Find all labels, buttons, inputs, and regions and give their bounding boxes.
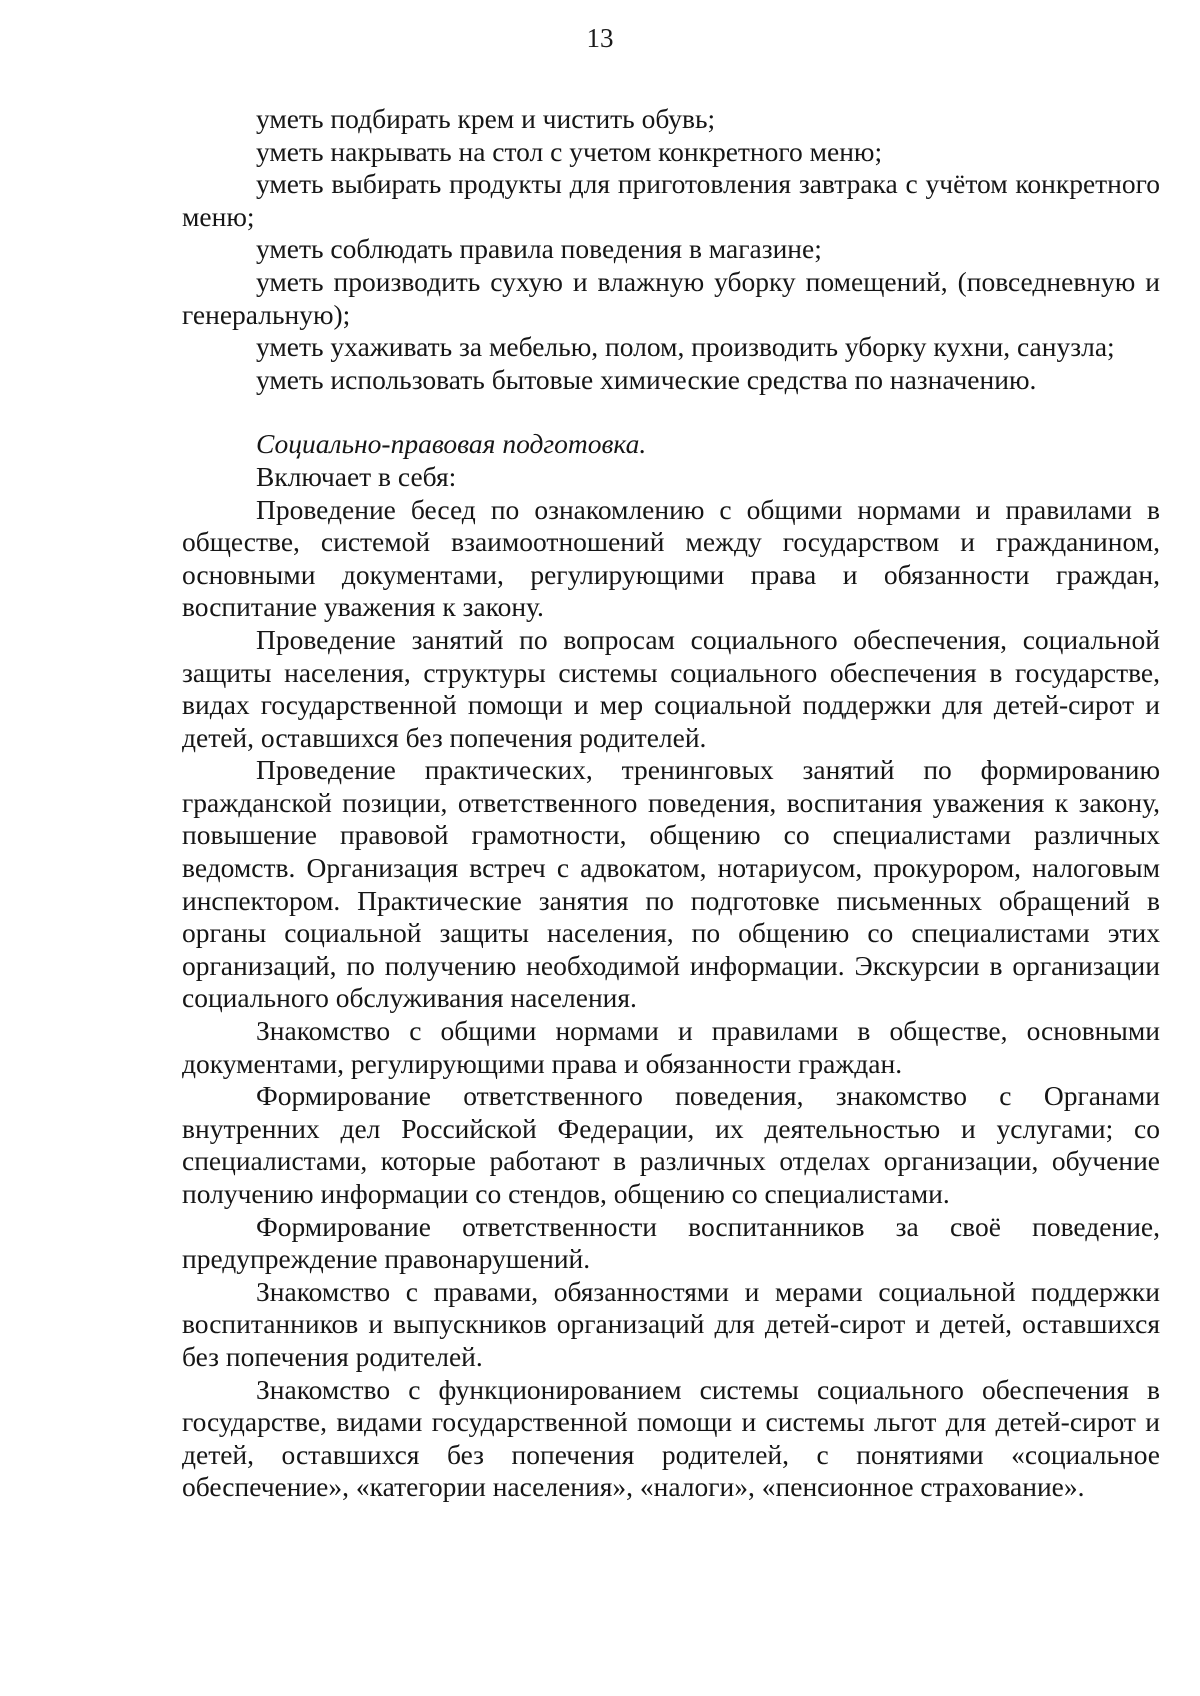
skill-item-4: уметь соблюдать правила поведения в магазине; [256, 233, 822, 265]
page-content [182, 103, 1160, 1504]
skill-item-6: уметь ухаживать за мебелью, полом, производить уборку кухни, санузла; [256, 331, 1115, 363]
section-paragraph-7: Знакомство с правами, обязанностями и мерами социальной поддержки воспитанников и выпускников организаций для детей-сирот и детей, оставшихся без попечения родителей. [182, 1275, 1160, 1372]
section-intro: Включает в себя: [256, 460, 457, 492]
section-paragraph-4: Знакомство с общими нормами и правилами в обществе, основными документами, регулирующими права и обязанности граждан. [182, 1015, 1160, 1079]
skill-item-1: уметь подбирать крем и чистить обувь; [256, 103, 716, 134]
section-paragraph-2: Проведение занятий по вопросам социального обеспечения, социальной защиты населения, структуры системы социального обеспечения в государстве, видах государственной помощи и мер социальной поддержки для детей-сирот и детей, оставшихся без попечения родителей. [182, 623, 1160, 753]
skill-item-7: уметь использовать бытовые химические средства по назначению. [256, 363, 1037, 395]
section-paragraph-3: Проведение практических, тренинговых занятий по формированию гражданской позиции, ответственного поведения, воспитания уважения к закону, повышение правовой грамотности, общению со специалистами различных ведомств. Организация встреч с адвокатом, нотариусом, прокурором, налоговым инспектором. Практические занятия по подготовке письменных обращений в органы социальной защиты населения, по общению со специалистами этих организаций, по получению необходимой информации. Экскурсии в организации социального обслуживания населения. [182, 754, 1160, 1014]
skill-item-3: уметь выбирать продукты для приготовления завтрака с учётом конкретного меню; [182, 168, 1160, 232]
section-paragraph-1: Проведение бесед по ознакомлению с общими нормами и правилами в обществе, системой взаимоотношений между государством и гражданином, основными документами, регулирующими права и обязанности граждан, воспитание уважения к закону. [182, 493, 1160, 623]
section-paragraph-5: Формирование ответственного поведения, знакомство с Органами внутренних дел Российской Федерации, их деятельностью и услугами; со специалистами, которые работают в различных отделах организации, обучение получению информации со стендов, общению со специалистами. [182, 1080, 1160, 1209]
skill-item-2: уметь накрывать на стол с учетом конкретного меню; [256, 135, 883, 167]
section-title: Социально-правовая подготовка. [256, 428, 647, 460]
section-paragraph-8: Знакомство с функционированием системы социального обеспечения в государстве, видами государственной помощи и системы льгот для детей-сирот и детей, оставшихся без попечения родителей, с понятиями «социальное обеспечение», «категории населения», «налоги», «пенсионное страхование». [182, 1373, 1160, 1503]
skill-item-5: уметь производить сухую и влажную уборку помещений, (повседневную и генеральную); [182, 265, 1160, 330]
section-paragraph-6: Формирование ответственности воспитанников за своё поведение, предупреждение правонарушений. [182, 1210, 1160, 1275]
page-number: 13 [586, 23, 614, 53]
